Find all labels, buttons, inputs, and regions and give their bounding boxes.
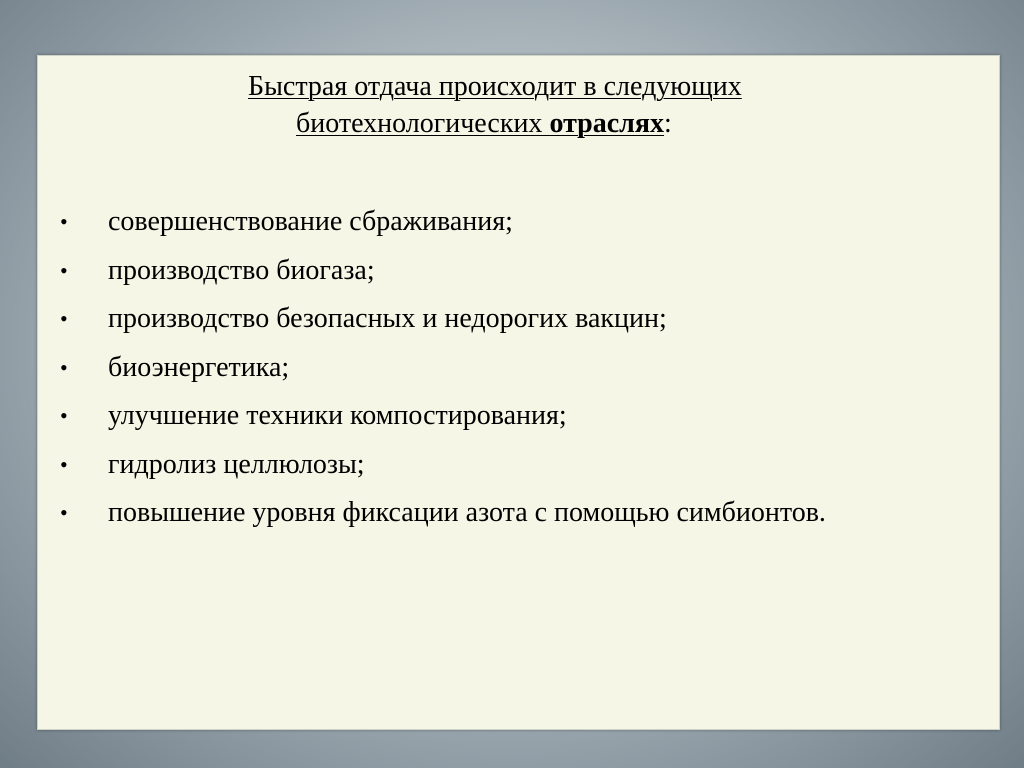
list-item-text: повышение уровня фиксации азота с помощью симбионтов. bbox=[108, 497, 826, 528]
list-item-text: производство биогаза; bbox=[108, 254, 375, 286]
list-item bbox=[38, 493, 999, 542]
list-item bbox=[38, 445, 999, 494]
bullet-icon: • bbox=[60, 500, 68, 525]
heading-line-2-prefix: биотехнологических bbox=[296, 108, 550, 139]
bullet-icon: • bbox=[60, 451, 68, 477]
bullet-icon: • bbox=[60, 209, 68, 234]
list-item bbox=[38, 396, 999, 445]
list-item-text: совершенствование сбраживания; bbox=[108, 206, 513, 237]
bullet-icon: • bbox=[60, 306, 68, 331]
slide-heading bbox=[38, 68, 999, 142]
heading-line-2 bbox=[38, 105, 999, 142]
list-item-text: улучшение техники компостирования; bbox=[108, 400, 567, 431]
list-item-text: производство безопасных и недорогих вакцин; bbox=[108, 303, 667, 334]
heading-keyword: отраслях bbox=[549, 108, 665, 139]
heading-line-2-suffix: : bbox=[664, 108, 672, 139]
bullet-icon: • bbox=[60, 354, 68, 380]
list-item-text: биоэнергетика; bbox=[108, 351, 290, 383]
bullet-list bbox=[38, 202, 999, 542]
list-item bbox=[38, 348, 999, 397]
list-item bbox=[38, 299, 999, 348]
slide-content-panel bbox=[37, 55, 1000, 730]
bullet-icon: • bbox=[60, 257, 68, 283]
list-item bbox=[38, 251, 999, 300]
list-item bbox=[38, 202, 999, 251]
heading-line-1: Быстрая отдача происходит в следующих bbox=[248, 71, 742, 102]
list-item-text: гидролиз целлюлозы; bbox=[108, 448, 365, 480]
bullet-icon: • bbox=[60, 403, 68, 428]
